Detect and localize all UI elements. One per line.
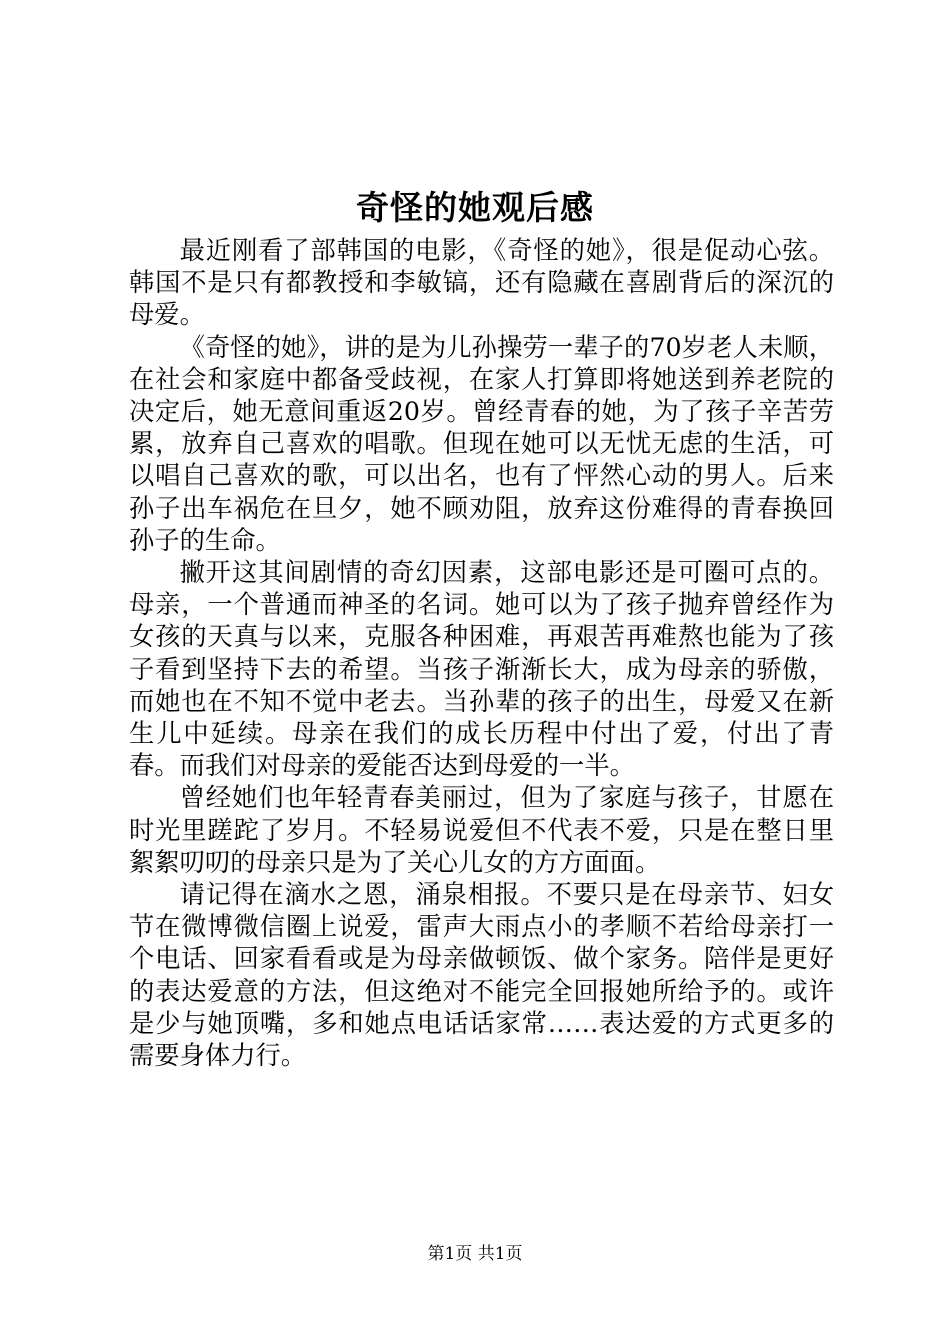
page-footer: 第1页 共1页 xyxy=(427,1244,523,1264)
document-body xyxy=(129,235,834,1072)
document-title: 奇怪的她观后感 xyxy=(356,188,594,227)
paragraph-3: 撇开这其间剧情的奇幻因素，这部电影还是可圈可点的。母亲，一个普通而神圣的名词。她可以为了孩子抛弃曾经作为女孩的天真与以来，克服各种困难，再艰苦再难熬也能为了孩子看到坚持下去的希望。当孩子渐渐长大，成为母亲的骄傲，而她也在不知不觉中老去。当孙辈的孩子的出生，母爱又在新生儿中延续。母亲在我们的成长历程中付出了爱，付出了青春。而我们对母亲的爱能否达到母爱的一半。 xyxy=(129,558,834,781)
paragraph-4: 曾经她们也年轻青春美丽过，但为了家庭与孩子，甘愿在时光里蹉跎了岁月。不轻易说爱但不代表不爱，只是在整日里絮絮叨叨的母亲只是为了关心儿女的方方面面。 xyxy=(129,783,834,877)
paragraph-5: 请记得在滴水之恩，涌泉相报。不要只是在母亲节、妇女节在微博微信圈上说爱，雷声大雨点小的孝顺不若给母亲打一个电话、回家看看或是为母亲做顿饭、做个家务。陪伴是更好的表达爱意的方法，但这绝对不能完全回报她所给予的。或许是少与她顶嘴，多和她点电话话家常……表达爱的方式更多的需要身体力行。 xyxy=(129,880,834,1071)
paragraph-1: 最近刚看了部韩国的电影，《奇怪的她》，很是促动心弦。韩国不是只有都教授和李敏镐，还有隐藏在喜剧背后的深沉的母爱。 xyxy=(129,236,834,330)
paragraph-2: 《奇怪的她》，讲的是为儿孙操劳一辈子的70岁老人未顺，在社会和家庭中都备受歧视，在家人打算即将她送到养老院的决定后，她无意间重返20岁。曾经青春的她，为了孩子辛苦劳累，放弃自己喜欢的唱歌。但现在她可以无忧无虑的生活，可以唱自己喜欢的歌，可以出名，也有了怦然心动的男人。后来孙子出车祸危在旦夕，她不顾劝阻，放弃这份难得的青春换回孙子的生命。 xyxy=(129,332,834,555)
